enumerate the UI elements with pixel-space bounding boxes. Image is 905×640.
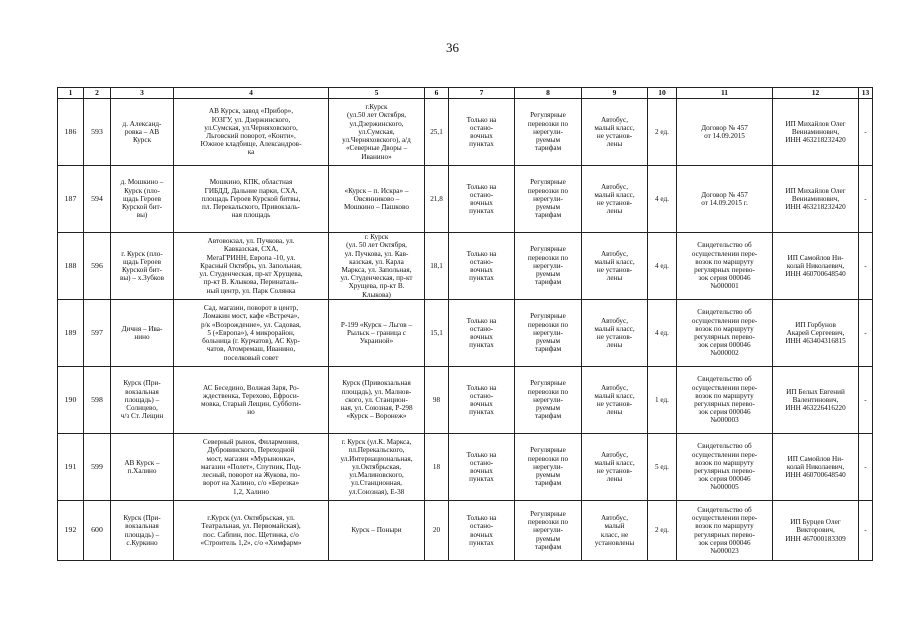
row-number-cell: 189	[58, 300, 84, 367]
route-length-cell: 20	[425, 501, 449, 561]
route-length-cell: 18,1	[425, 233, 449, 300]
column-header: 5	[329, 88, 425, 99]
note-cell: -	[859, 501, 873, 561]
streets-roads-cell: Курск – Поныри	[329, 501, 425, 561]
permit-document-cell: Свидетельство об осуществлении пере- возок по маршруту регулярных перево- зок серия 000046 №000002	[677, 300, 773, 367]
table-body	[58, 99, 873, 561]
table-row	[58, 300, 873, 367]
transport-type-cell: Регулярные перевозки по нерегули- руемым тарифам	[515, 99, 582, 166]
stop-procedure-cell: Только на остано- вочных пунктах	[449, 233, 515, 300]
table-header-row	[58, 88, 873, 99]
route-length-cell: 15,1	[425, 300, 449, 367]
stop-procedure-cell: Только на остано- вочных пунктах	[449, 166, 515, 233]
intermediate-stops-cell: Мошкино, КПК, областная ГИБДД, Дальние парки, СХА, площадь Героев Курской битвы, пл. Перекальского, Привокзаль- ная площадь	[174, 166, 329, 233]
vehicle-count-cell: 4 ед.	[648, 233, 677, 300]
stop-procedure-cell: Только на остано- вочных пунктах	[449, 99, 515, 166]
vehicle-count-cell: 2 ед.	[648, 99, 677, 166]
carrier-cell: ИП Михайлов Олег Вениаминович, ИНН 463218232420	[773, 166, 859, 233]
note-cell: -	[859, 367, 873, 434]
intermediate-stops-cell: г.Курск (ул. Октябрьская, ул. Театральная, ул. Первомайская), пос. Сабпин, пос. Щетинка, с/о «Строитель 1,2», с/о «Химфарм»	[174, 501, 329, 561]
route-name-cell: Курск (При- вокзальная площадь) – Солнцево, ч/з Ст. Лещин	[111, 367, 174, 434]
vehicle-count-cell: 4 ед.	[648, 300, 677, 367]
streets-roads-cell: «Курск – п. Искра» – Овсянниково – Мошкино – Пашково	[329, 166, 425, 233]
note-cell: -	[859, 300, 873, 367]
row-number-cell: 191	[58, 434, 84, 501]
carrier-cell: ИП Горбунов Акарей Сергеевич, ИНН 463404316815	[773, 300, 859, 367]
stop-procedure-cell: Только на остано- вочных пунктах	[449, 367, 515, 434]
streets-roads-cell: Курск (Привокзальная площадь), ул. Малнов- ского, ул. Станцион- ная, ул. Союзная, Р-298 «Курск – Воронеж»	[329, 367, 425, 434]
column-header: 6	[425, 88, 449, 99]
column-header: 2	[84, 88, 111, 99]
row-number-cell: 187	[58, 166, 84, 233]
carrier-cell: ИП Михайлов Олег Вениаминович, ИНН 463218232420	[773, 99, 859, 166]
column-header: 1	[58, 88, 84, 99]
note-cell: -	[859, 434, 873, 501]
intermediate-stops-cell: Северный рынок, Филармония, Дубровинского, Переходной мост, магазин «Мурынонка», магазин «Полет», Спутник, Под- лесный, поворот на Жукова, по- ворот на Халино, с/о «Березка» 1,2, Халино	[174, 434, 329, 501]
route-length-cell: 18	[425, 434, 449, 501]
intermediate-stops-cell: АВ Курск, завод «Прибор», ЮЗГУ, ул. Дзержинского, ул.Сумская, ул.Черняховского, Льговский поворот, «Конти», Южное кладбище, Александров- ка	[174, 99, 329, 166]
route-name-cell: г. Курск (пло- щадь Героев Курской бит- вы) – х.Зубков	[111, 233, 174, 300]
streets-roads-cell: г. Курск (ул. 50 лет Октября, ул. Пучкова, ул. Кав- казская, ул. Карла Маркса, ул. Запольная, ул. Студенческая, пр-кт Хрущева, пр-кт В. Клыкова)	[329, 233, 425, 300]
permit-document-cell: Договор № 457 от 14.09.2015	[677, 99, 773, 166]
stop-procedure-cell: Только на остано- вочных пунктах	[449, 434, 515, 501]
intermediate-stops-cell: Сад. магазин, поворот в центр, Ломакин мост, кафе «Встреча», р/к «Возрождение», ул. Садовая, 5 («Европа»), 4 микрорайон, больница (г. Курчатов), АС Кур- чатов, Атомремаш, Иванино, поселковый совет	[174, 300, 329, 367]
streets-roads-cell: г. Курск (ул.К. Маркса, пл.Перекальского, ул.Интернациональная, ул.Октябрьская, ул.Малиновского, ул.Станционная, ул.Союзная), Е-38	[329, 434, 425, 501]
table-row	[58, 501, 873, 561]
column-header: 7	[449, 88, 515, 99]
vehicle-count-cell: 5 ед.	[648, 434, 677, 501]
vehicle-count-cell: 2 ед.	[648, 501, 677, 561]
table-row	[58, 367, 873, 434]
column-header: 8	[515, 88, 582, 99]
row-number-cell: 192	[58, 501, 84, 561]
column-header: 13	[859, 88, 873, 99]
vehicle-class-cell: Автобус, малый класс, не установ- лены	[582, 367, 648, 434]
table-row	[58, 233, 873, 300]
permit-document-cell: Свидетельство об осуществлении пере- возок по маршруту регулярных перево- зок серия 000046 №000023	[677, 501, 773, 561]
transport-type-cell: Регулярные перевозки по нерегули- руемым тарифам	[515, 501, 582, 561]
vehicle-class-cell: Автобус, малый класс, не установлены	[582, 501, 648, 561]
table-row	[58, 166, 873, 233]
column-header: 10	[648, 88, 677, 99]
streets-roads-cell: г.Курск (ул.50 лет Октября, ул.Дзержинского, ул.Сумская, ул.Черняховского), а/д «Северные Дворы – Иванино»	[329, 99, 425, 166]
permit-document-cell: Свидетельство об осуществлении пере- возок по маршруту регулярных перево- зок серия 000046 №000003	[677, 367, 773, 434]
route-number-cell: 593	[84, 99, 111, 166]
carrier-cell: ИП Бурцев Олег Викторович, ИНН 467000183309	[773, 501, 859, 561]
page-number: 36	[446, 40, 459, 55]
route-name-cell: д. Мошкино – Курск (пло- щадь Героев Курской бит- вы)	[111, 166, 174, 233]
route-length-cell: 21,8	[425, 166, 449, 233]
transport-type-cell: Регулярные перевозки по нерегули- руемым тарифам	[515, 434, 582, 501]
vehicle-count-cell: 4 ед.	[648, 166, 677, 233]
stop-procedure-cell: Только на остано- вочных пунктах	[449, 501, 515, 561]
table-row	[58, 99, 873, 166]
route-number-cell: 594	[84, 166, 111, 233]
column-header: 11	[677, 88, 773, 99]
column-header: 3	[111, 88, 174, 99]
route-number-cell: 600	[84, 501, 111, 561]
route-name-cell: Дичня – Ива- нино	[111, 300, 174, 367]
route-length-cell: 98	[425, 367, 449, 434]
route-length-cell: 25,1	[425, 99, 449, 166]
permit-document-cell: Договор № 457 от 14.09.2015 г.	[677, 166, 773, 233]
routes-register-table	[57, 87, 873, 561]
carrier-cell: ИП Белых Евгений Валентинович, ИНН 463226416220	[773, 367, 859, 434]
column-header: 12	[773, 88, 859, 99]
streets-roads-cell: Р-199 «Курск – Льгов – Рыльск – граница с Украиной»	[329, 300, 425, 367]
carrier-cell: ИП Самойлов Ни- колай Николаевич, ИНН 460700648540	[773, 233, 859, 300]
transport-type-cell: Регулярные перевозки по нерегули- руемым тарифам	[515, 300, 582, 367]
intermediate-stops-cell: АС Беседино, Волжая Заря, Ро- ждественка, Терехово, Ефроси- мовка, Старый Лещин, Субботи- но	[174, 367, 329, 434]
vehicle-class-cell: Автобус, малый класс, не установ- лены	[582, 300, 648, 367]
permit-document-cell: Свидетельство об осуществлении пере- возок по маршруту регулярных перево- зок серия 000046 №000001	[677, 233, 773, 300]
column-header: 4	[174, 88, 329, 99]
vehicle-class-cell: Автобус, малый класс, не установ- лены	[582, 233, 648, 300]
row-number-cell: 186	[58, 99, 84, 166]
transport-type-cell: Регулярные перевозки по нерегули- руемым тарифам	[515, 166, 582, 233]
carrier-cell: ИП Самойлов Ни- колай Николаевич, ИНН 460700648540	[773, 434, 859, 501]
route-name-cell: Курск (При- вокзальная площадь) – с.Куркино	[111, 501, 174, 561]
row-number-cell: 190	[58, 367, 84, 434]
route-name-cell: АВ Курск – п.Халино	[111, 434, 174, 501]
vehicle-class-cell: Автобус, малый класс, не установ- лены	[582, 434, 648, 501]
vehicle-class-cell: Автобус, малый класс, не установ- лены	[582, 166, 648, 233]
table-row	[58, 434, 873, 501]
note-cell: -	[859, 99, 873, 166]
transport-type-cell: Регулярные перевозки по нерегули- руемым тарифам	[515, 367, 582, 434]
intermediate-stops-cell: Автовокзал, ул. Пучкова, ул. Кавказская, СХА, MeгаГРИНН, Европа -10, ул. Красный Октябрь, ул. Запольная, ул. Студенческая, пр-кт Хрущева, пр-кт В. Клыкова, Перинаталь- ный центр, ул. Парк Солянка	[174, 233, 329, 300]
note-cell: -	[859, 166, 873, 233]
column-header: 9	[582, 88, 648, 99]
route-number-cell: 599	[84, 434, 111, 501]
row-number-cell: 188	[58, 233, 84, 300]
note-cell: -	[859, 233, 873, 300]
vehicle-class-cell: Автобус, малый класс, не установ- лены	[582, 99, 648, 166]
vehicle-count-cell: 1 ед.	[648, 367, 677, 434]
route-number-cell: 597	[84, 300, 111, 367]
route-name-cell: д. Александ- ровка – АВ Курск	[111, 99, 174, 166]
stop-procedure-cell: Только на остано- вочных пунктах	[449, 300, 515, 367]
permit-document-cell: Свидетельство об осуществлении пере- возок по маршруту регулярных перево- зок серия 000046 №000005	[677, 434, 773, 501]
route-number-cell: 596	[84, 233, 111, 300]
route-number-cell: 598	[84, 367, 111, 434]
transport-type-cell: Регулярные перевозки по нерегули- руемым тарифам	[515, 233, 582, 300]
